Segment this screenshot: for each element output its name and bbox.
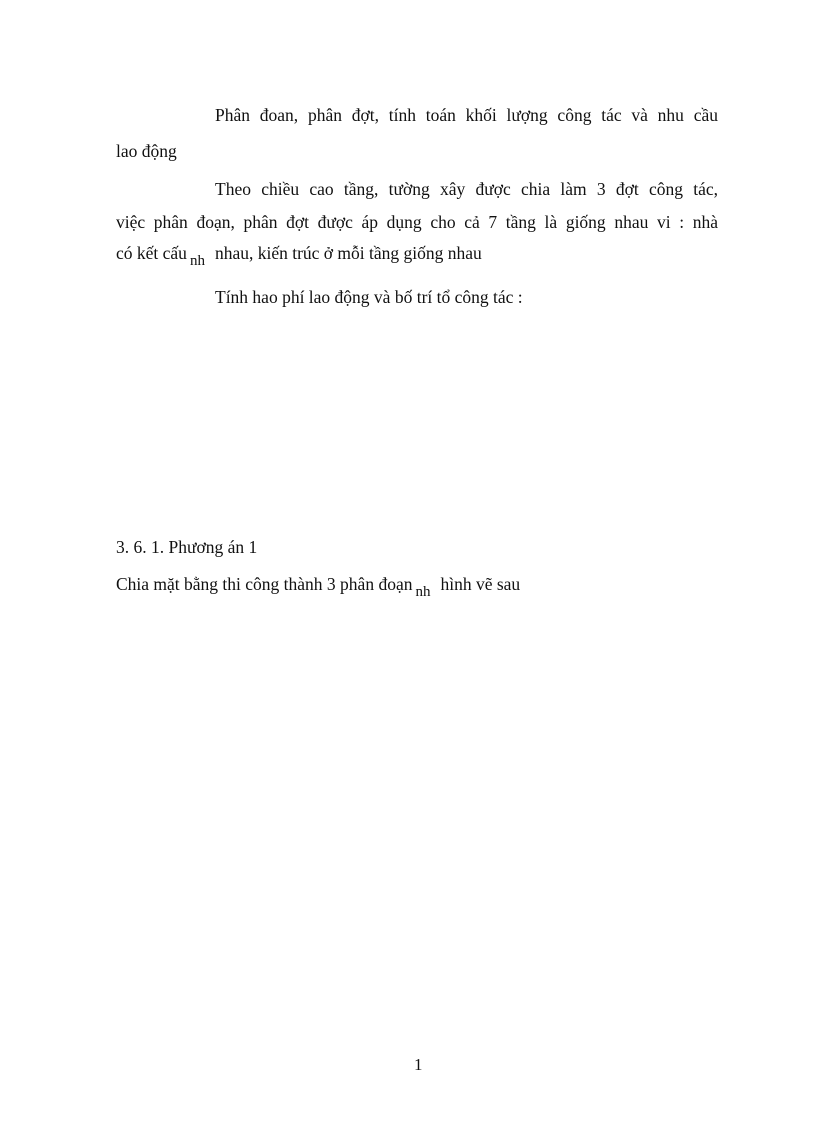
section-heading: 3. 6. 1. Phương án 1 bbox=[116, 537, 258, 557]
paragraph-2-line-3-end: nhau, kiến trúc ở mỗi tầng giống nhau bbox=[214, 243, 482, 263]
section-text-sub: nh bbox=[415, 584, 431, 600]
paragraph-2-line-3-start: có kết cấu bbox=[116, 243, 187, 263]
section-text bbox=[116, 573, 521, 600]
section-text-end: hình vẽ sau bbox=[440, 574, 521, 594]
section-text-start: Chia mặt bằng thi công thành 3 phân đoạn bbox=[116, 574, 413, 594]
page-number: 1 bbox=[414, 1055, 423, 1074]
paragraph-2-line-2: việc phân đoạn, phân đợt được áp dụng cho cả 7 tầng là giống nhau vi : nhà bbox=[116, 212, 718, 232]
paragraph-3: Tính hao phí lao động và bố trí tổ công tác : bbox=[215, 287, 523, 307]
paragraph-2-line-3-sub: nh bbox=[189, 253, 205, 269]
paragraph-1-line-1: Phân đoan, phân đợt, tính toán khối lượng công tác và nhu cầu bbox=[215, 105, 718, 125]
paragraph-2-line-3 bbox=[116, 242, 482, 269]
paragraph-1-line-2: lao động bbox=[116, 141, 177, 161]
paragraph-2-line-1: Theo chiều cao tầng, tường xây được chia làm 3 đợt công tác, bbox=[215, 179, 718, 199]
